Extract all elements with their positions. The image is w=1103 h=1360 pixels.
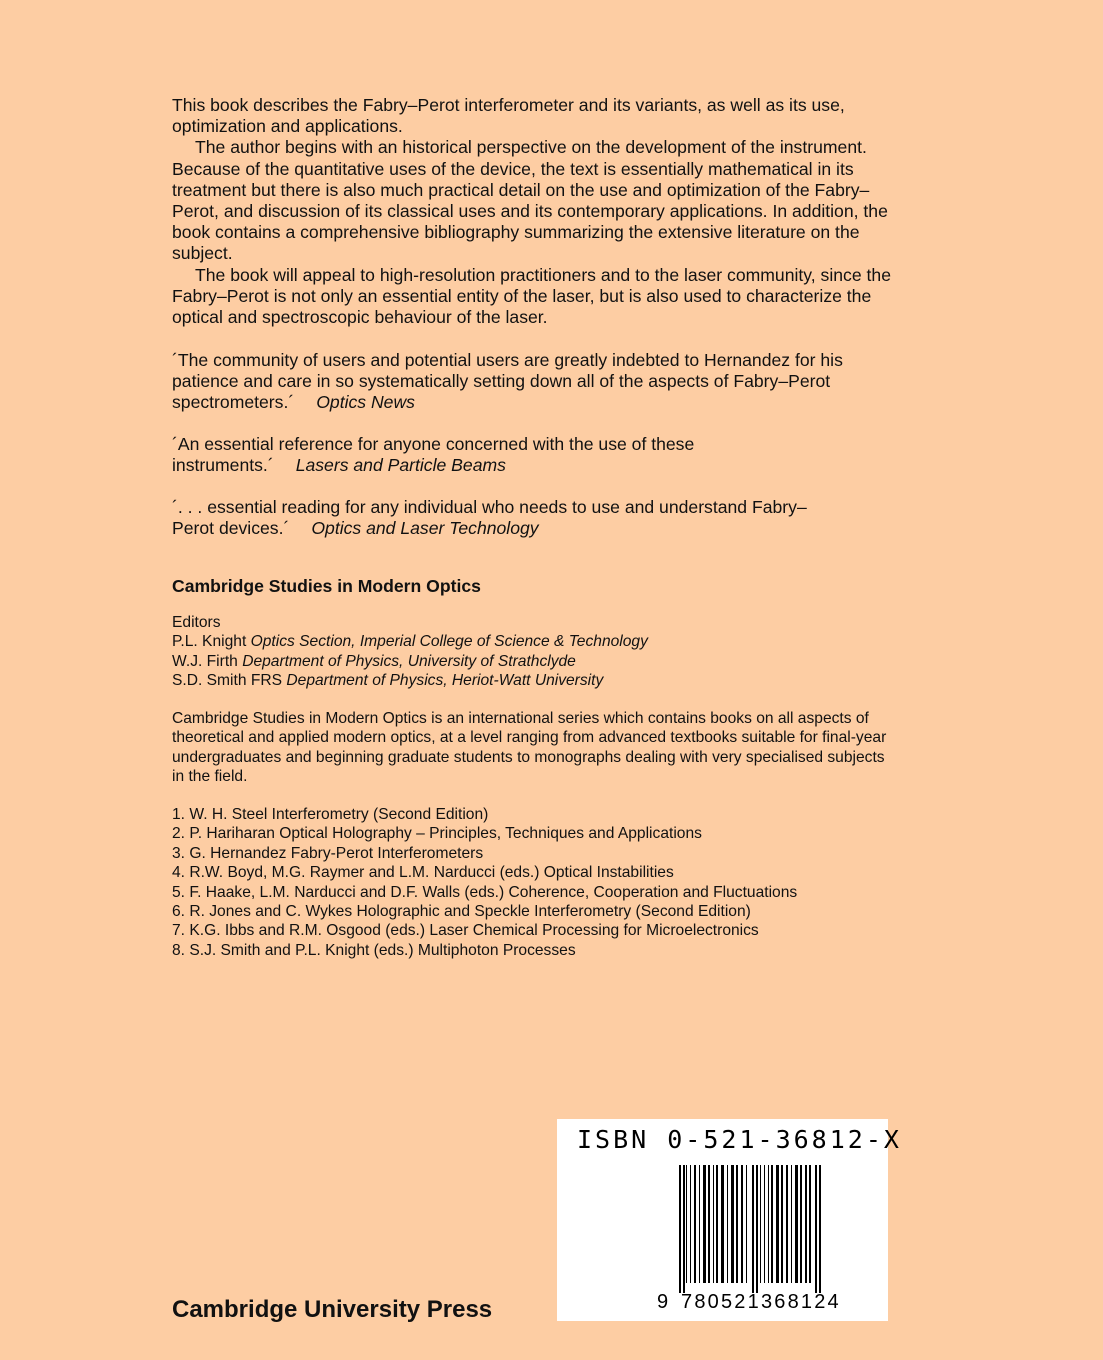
publisher-name: Cambridge University Press: [172, 1296, 493, 1323]
barcode-bar: [768, 1165, 769, 1283]
series-description: Cambridge Studies in Modern Optics is an international series which contains books on all aspects of theoretical and applied modern optics, at a level ranging from advanced textbooks suitable for final-year undergraduates and beginning graduate students to monographs dealing with very specialised subjects in the field.: [172, 710, 887, 786]
barcode-bar: [756, 1165, 758, 1293]
barcode-bar: [731, 1165, 734, 1283]
barcode-bar: [746, 1165, 747, 1283]
barcode-bar: [752, 1165, 754, 1293]
barcode-bar: [815, 1165, 817, 1293]
ean-lead-digit: 9: [657, 1291, 669, 1313]
barcode-bar: [800, 1165, 802, 1283]
barcode-bar: [686, 1165, 687, 1283]
barcode-bar: [708, 1165, 710, 1283]
review-quote-1: ´The community of users and potential users are greatly indebted to Hernandez for his patience and care in so systematically setting down all of the aspects of Fabry–Perot spectrometers.´ Optics News: [172, 350, 843, 413]
isbn-label: ISBN 0-521-36812-X: [577, 1125, 902, 1154]
barcode-bar: [781, 1165, 783, 1283]
barcode-bar: [771, 1165, 773, 1283]
barcode-bar: [736, 1165, 738, 1283]
list-item: 2. P. Hariharan Optical Holography – Principles, Techniques and Applications: [172, 825, 702, 843]
barcode-bar: [703, 1165, 706, 1283]
barcode-bar: [683, 1165, 685, 1293]
series-book-list: [172, 805, 902, 960]
quote-source: Lasers and Particle Beams: [295, 455, 506, 476]
barcode-bar: [727, 1165, 728, 1283]
barcode-bar: [741, 1165, 743, 1283]
editor-entry: P.L. Knight Optics Section, Imperial College of Science & Technology: [172, 633, 648, 651]
barcode-bar: [805, 1165, 807, 1283]
editor-entry: W.J. Firth Department of Physics, University of Strathclyde: [172, 652, 576, 670]
barcode-bar: [809, 1165, 811, 1283]
list-item: 5. F. Haake, L.M. Narducci and D.F. Walls (eds.) Coherence, Cooperation and Fluctuations: [172, 883, 798, 901]
barcode-bar: [819, 1165, 821, 1293]
barcode-bar: [694, 1165, 696, 1283]
review-quote-3: ´. . . essential reading for any individual who needs to use and understand Fabry–Perot devices.´ Optics and Laser Technology: [172, 497, 807, 539]
list-item: 3. G. Hernandez Fabry-Perot Interferometers: [172, 844, 484, 862]
barcode-bar: [679, 1165, 681, 1293]
barcode-bar: [760, 1165, 761, 1283]
barcode-bar: [795, 1165, 798, 1283]
review-quote-2: ´An essential reference for anyone concerned with the use of these instruments.´ Lasers and Particle Beams: [172, 434, 695, 476]
list-item: 8. S.J. Smith and P.L. Knight (eds.) Multiphoton Processes: [172, 941, 576, 959]
list-item: 6. R. Jones and C. Wykes Holographic and Speckle Interferometry (Second Edition): [172, 903, 751, 921]
list-item: 4. R.W. Boyd, M.G. Raymer and L.M. Narducci (eds.) Optical Instabilities: [172, 864, 674, 882]
isbn-barcode: [557, 1119, 902, 1321]
barcode-bar: [791, 1165, 792, 1283]
barcode-bar: [764, 1165, 765, 1283]
barcode-bar: [699, 1165, 700, 1283]
ean-digits: 780521368124: [681, 1291, 841, 1313]
description-paragraph-3: The book will appeal to high-resolution practitioners and to the laser community, since the Fabry–Perot is not only an essential entity of the laser, but is also used to characterize the optical and spectroscopic behaviour of the laser.: [172, 264, 891, 328]
barcode-bar: [786, 1165, 788, 1283]
barcode-bar: [776, 1165, 779, 1283]
editors-label: Editors: [172, 614, 221, 631]
editor-entry: S.D. Smith FRS Department of Physics, Heriot-Watt University: [172, 672, 604, 690]
list-item: 7. K.G. Ibbs and R.M. Osgood (eds.) Laser Chemical Processing for Microelectronics: [172, 922, 759, 940]
series-title: Cambridge Studies in Modern Optics: [172, 576, 481, 596]
quote-source: Optics and Laser Technology: [311, 518, 539, 539]
barcode-bar: [716, 1165, 718, 1283]
description-paragraph-2: The author begins with an historical perspective on the development of the instrument. Because of the quantitative uses of the device, the text is essentially mathematical in its treatment but there is also much practical detail on the use and optimization of the Fabry–Perot, and discussion of its classical uses and its contemporary applications. In addition, the book contains a comprehensive bibliography summarizing the extensive literature on the subject.: [172, 137, 888, 264]
book-description: [172, 95, 902, 328]
barcode-bar: [721, 1165, 724, 1283]
barcode-bar: [690, 1165, 691, 1283]
description-paragraph-1: This book describes the Fabry–Perot interferometer and its variants, as well as its use, optimization and applications.: [172, 95, 845, 137]
quote-source: Optics News: [316, 392, 415, 413]
barcode-bar: [713, 1165, 714, 1283]
list-item: 1. W. H. Steel Interferometry (Second Edition): [172, 806, 489, 823]
series-editors: [172, 613, 902, 691]
